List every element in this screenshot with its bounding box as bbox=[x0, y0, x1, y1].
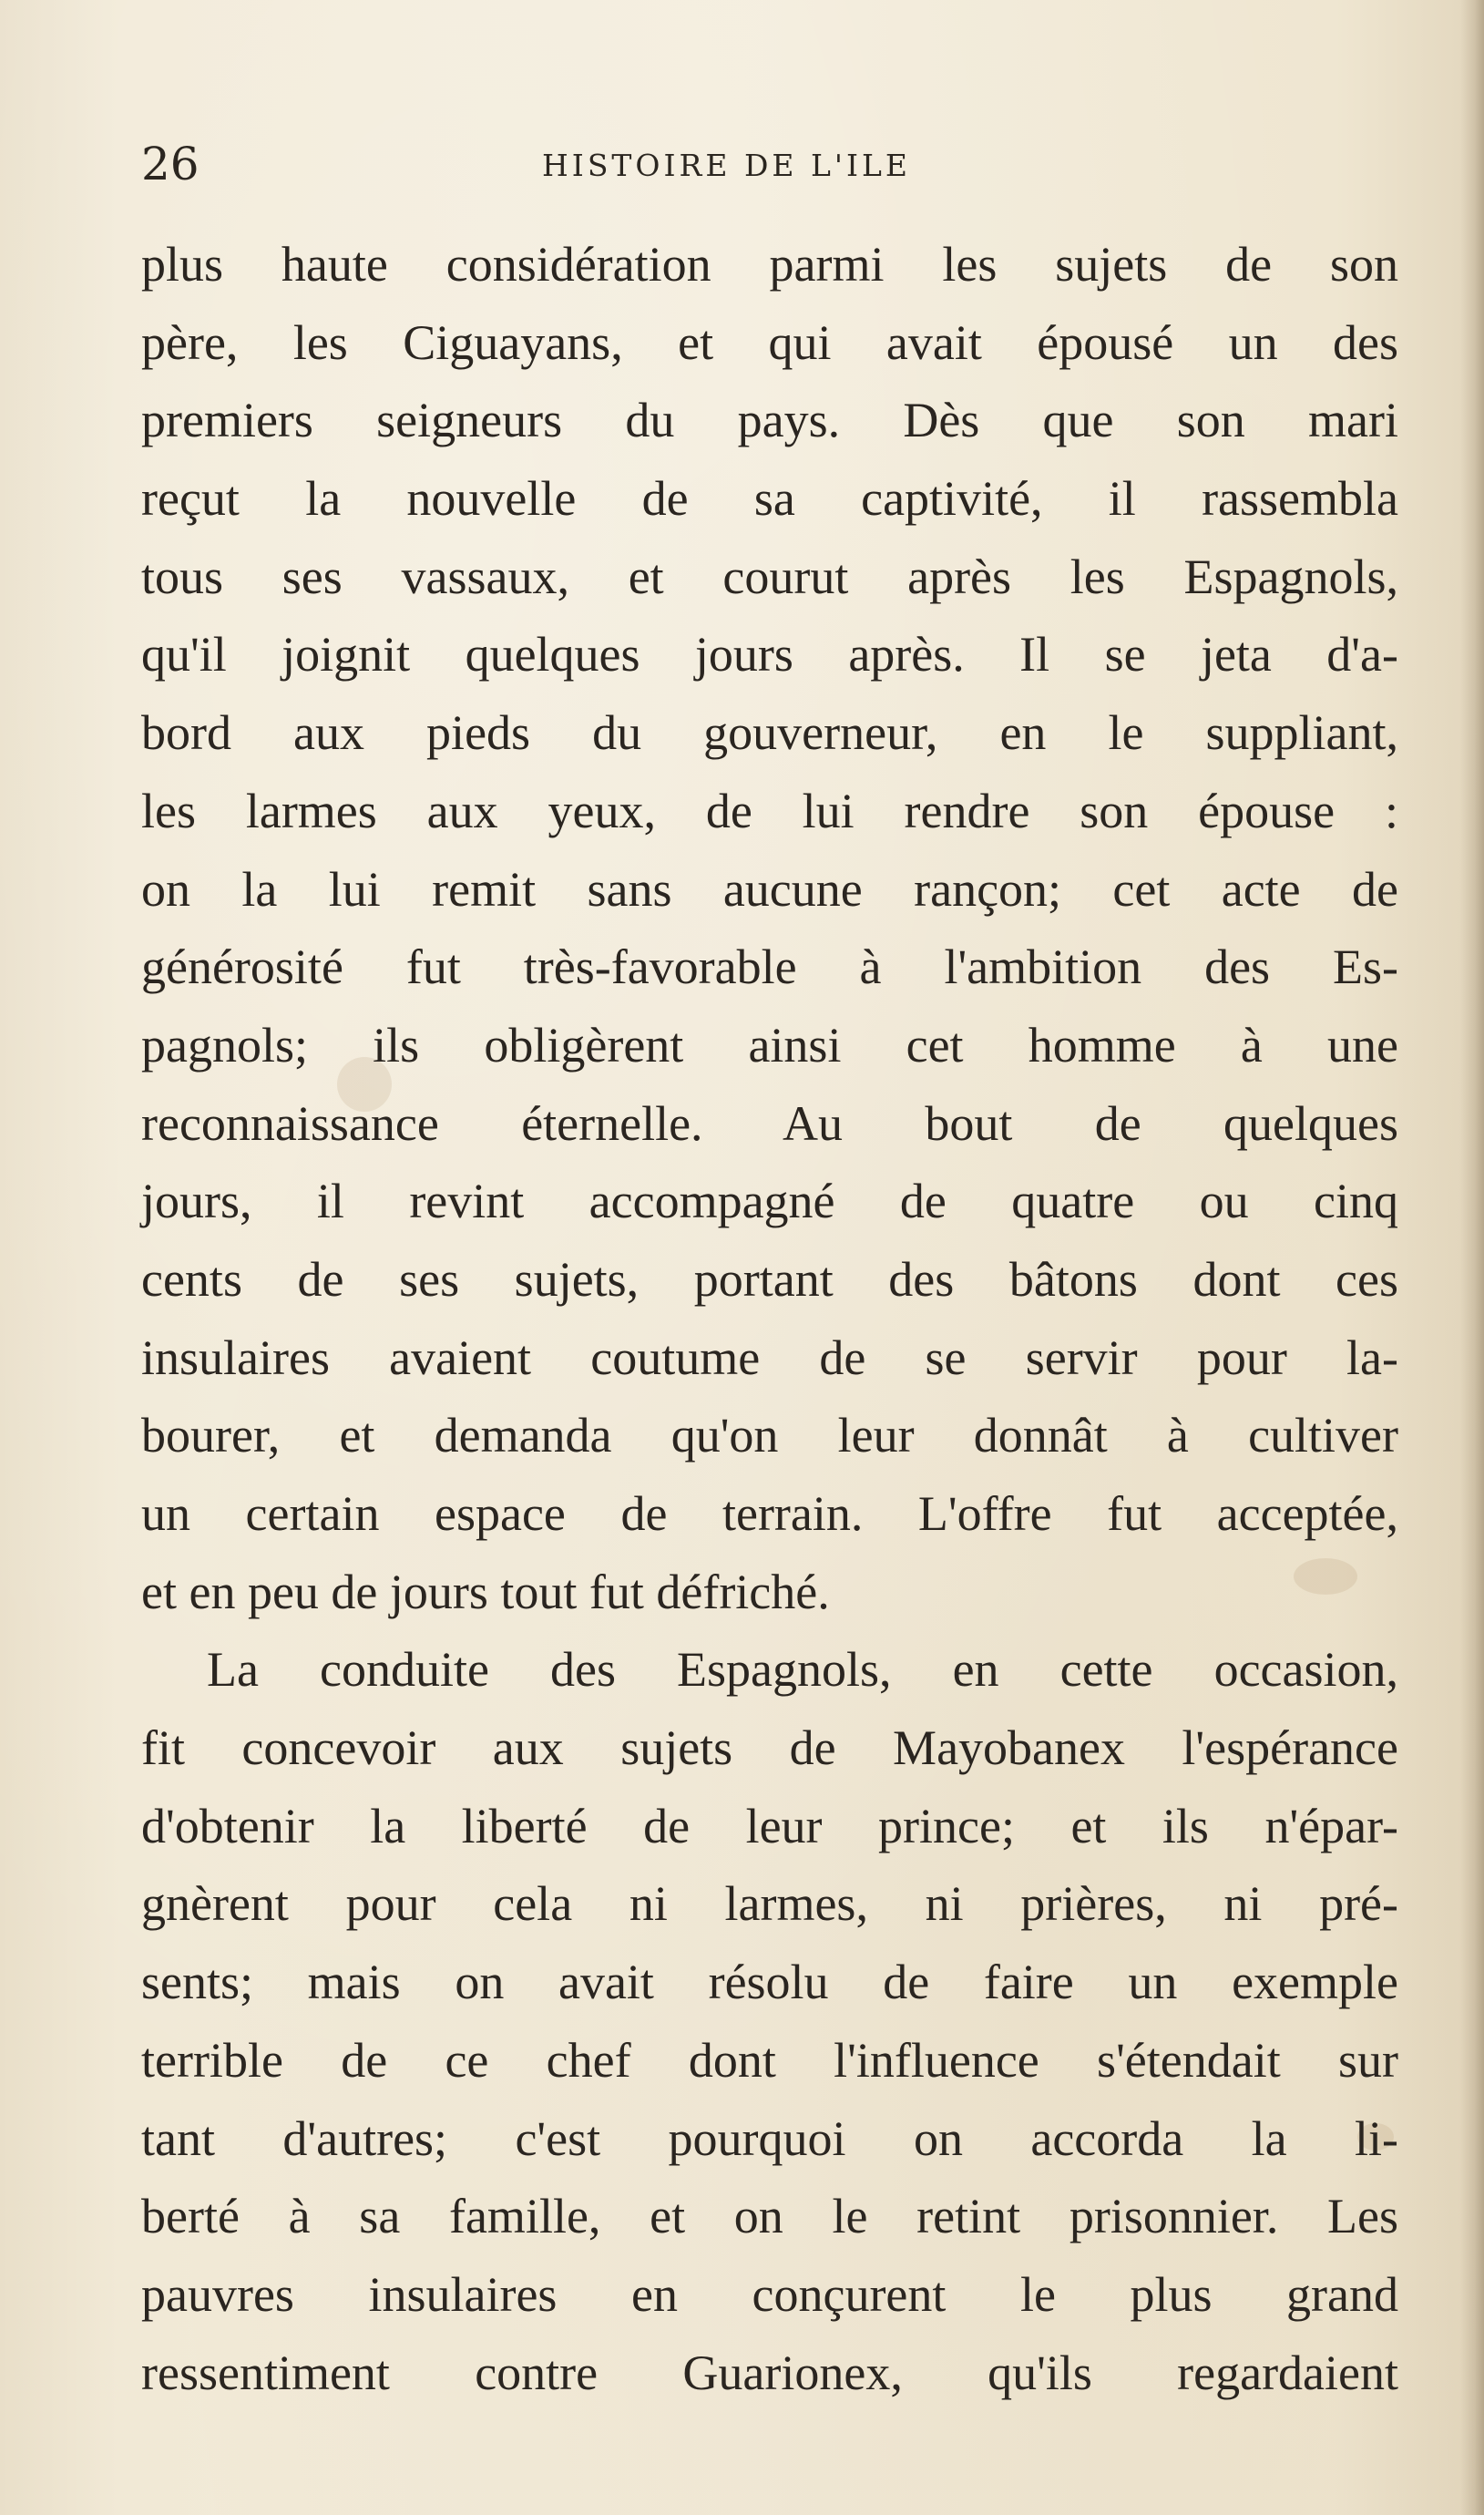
text-line: terrible de ce chef dont l'influence s'étendait sur bbox=[141, 2032, 1398, 2088]
text-line: un certain espace de terrain. L'offre fut acceptée, bbox=[141, 1486, 1398, 1541]
text-line: bourer, et demanda qu'on leur donnât à cultiver bbox=[141, 1408, 1398, 1463]
page-number: 26 bbox=[141, 138, 200, 190]
text-line: qu'il joignit quelques jours après. Il se jeta d'a- bbox=[141, 627, 1398, 683]
text-line: pagnols; ils obligèrent ainsi cet homme à une bbox=[141, 1017, 1398, 1073]
text-line: bord aux pieds du gouverneur, en le suppliant, bbox=[141, 705, 1398, 761]
text-line: insulaires avaient coutume de se servir pour la- bbox=[141, 1329, 1398, 1385]
text-line: pauvres insulaires en conçurent le plus grand bbox=[141, 2266, 1398, 2322]
page-header bbox=[141, 137, 1398, 191]
text-line: d'obtenir la liberté de leur prince; et ils n'épar- bbox=[141, 1798, 1398, 1853]
running-title: HISTOIRE DE L'ILE bbox=[542, 148, 912, 183]
text-line: sents; mais on avait résolu de faire un exemple bbox=[141, 1955, 1398, 2010]
text-line: père, les Ciguayans, et qui avait épousé un des bbox=[141, 314, 1398, 370]
text-line: cents de ses sujets, portant des bâtons dont ces bbox=[141, 1251, 1398, 1307]
paragraph-start-line: La conduite des Espagnols, en cette occasion, bbox=[207, 1642, 1398, 1698]
body-text bbox=[141, 226, 1398, 2412]
text-line: gnèrent pour cela ni larmes, ni prières, ni pré- bbox=[141, 1876, 1398, 1932]
text-line: reconnaissance éternelle. Au bout de quelques bbox=[141, 1095, 1398, 1151]
text-line: fit concevoir aux sujets de Mayobanex l'espérance bbox=[141, 1720, 1398, 1776]
text-line: ressentiment contre Guarionex, qu'ils regardaient bbox=[141, 2345, 1398, 2400]
text-line: premiers seigneurs du pays. Dès que son mari bbox=[141, 393, 1398, 448]
text-line: reçut la nouvelle de sa captivité, il rassembla bbox=[141, 471, 1398, 527]
text-line: berté à sa famille, et on le retint prisonnier. Les bbox=[141, 2189, 1398, 2244]
page-edge-shadow bbox=[1460, 0, 1484, 2515]
text-line: générosité fut très-favorable à l'ambition des Es- bbox=[141, 939, 1398, 995]
text-line: plus haute considération parmi les sujets de son bbox=[141, 237, 1398, 292]
paragraph-end-line: et en peu de jours tout fut défriché. bbox=[141, 1564, 830, 1619]
text-line: jours, il revint accompagné de quatre ou cinq bbox=[141, 1174, 1398, 1229]
text-line: les larmes aux yeux, de lui rendre son épouse : bbox=[141, 783, 1398, 838]
text-line: tous ses vassaux, et courut après les Espagnols, bbox=[141, 549, 1398, 604]
text-line: on la lui remit sans aucune rançon; cet acte de bbox=[141, 861, 1398, 917]
text-line: tant d'autres; c'est pourquoi on accorda la li- bbox=[141, 2110, 1398, 2166]
